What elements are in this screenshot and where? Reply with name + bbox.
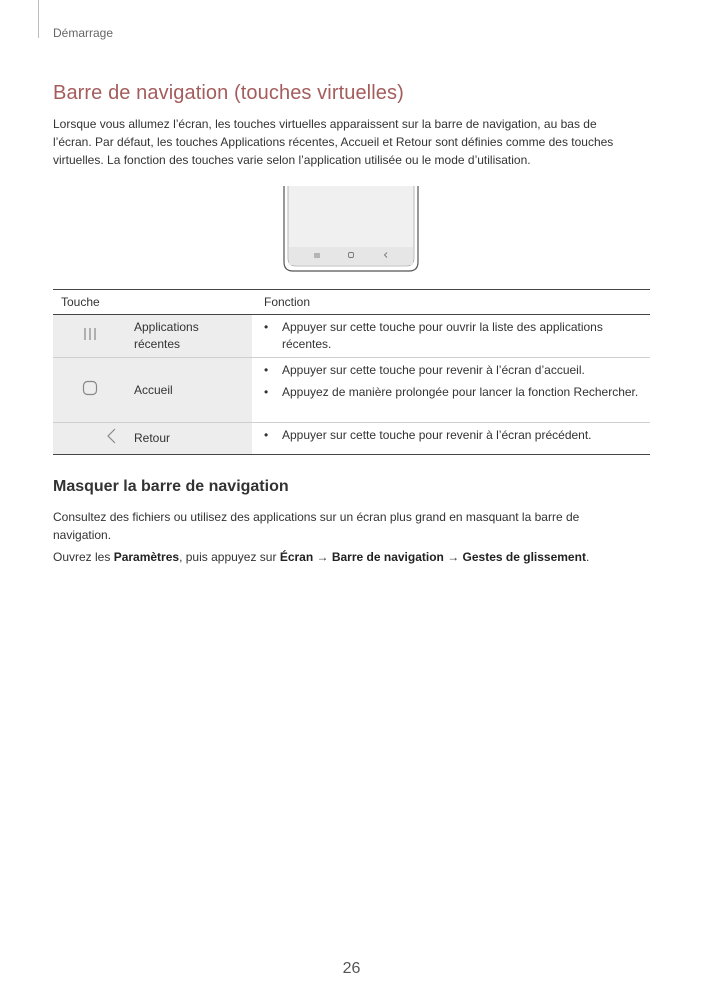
page-number: 26 [342, 960, 361, 977]
section-label: Démarrage [53, 26, 114, 40]
navbar-term: Barre de navigation [331, 550, 444, 564]
function-item: • Appuyez de manière prolongée pour lancer la fonction Rechercher. [264, 385, 639, 399]
key-name: Applications récentes [126, 315, 252, 358]
navigation-keys-table [53, 289, 650, 455]
key-name: Accueil [126, 358, 252, 423]
table-header-function: Fonction [252, 290, 650, 315]
table-row [53, 358, 650, 423]
key-function [252, 423, 650, 455]
home-icon [81, 379, 99, 397]
function-item: • Appuyer sur cette touche pour revenir à l’écran d’accueil. [264, 363, 585, 377]
table-header-key: Touche [53, 290, 252, 315]
page-title: Barre de navigation (touches virtuelles) [53, 82, 404, 104]
table-row [53, 423, 650, 455]
hide-navbar-instruction: Ouvrez les Paramètres, puis appuyez sur Écran → Barre de navigation → Gestes de glissement. [53, 550, 590, 564]
table-header-row [53, 290, 650, 315]
key-function [252, 315, 650, 358]
key-icon-cell [53, 315, 126, 358]
table-row [53, 315, 650, 358]
intro-paragraph: Lorsque vous allumez l’écran, les touches virtuelles apparaissent sur la barre de navigation, au bas de l’écran. Par défaut, les touches Applications récentes, Accueil et Retour sont définies comme des touches virtuelles. La fonction des touches varie selon l’application utilisée ou le mode d’utilisation. [53, 117, 614, 167]
hide-navbar-title: Masquer la barre de navigation [53, 478, 289, 495]
key-icon-cell [53, 358, 126, 423]
hide-navbar-description: Consultez des fichiers ou utilisez des applications sur un écran plus grand en masquant la barre de navigation. [53, 510, 580, 542]
key-name: Retour [126, 423, 252, 455]
function-item: • Appuyer sur cette touche pour ouvrir la liste des applications récentes. [264, 320, 603, 351]
screen-term: Écran [279, 550, 314, 564]
settings-term: Paramètres [113, 550, 180, 564]
recent-apps-icon [82, 326, 98, 342]
phone-navigation-bar-illustration [283, 186, 419, 272]
function-item: • Appuyer sur cette touche pour revenir à l’écran précédent. [264, 428, 592, 442]
margin-rule [38, 0, 39, 38]
key-icon-cell [53, 423, 126, 455]
key-function [252, 358, 650, 423]
gestures-term: Gestes de glissement [462, 550, 586, 564]
back-icon [104, 427, 120, 445]
